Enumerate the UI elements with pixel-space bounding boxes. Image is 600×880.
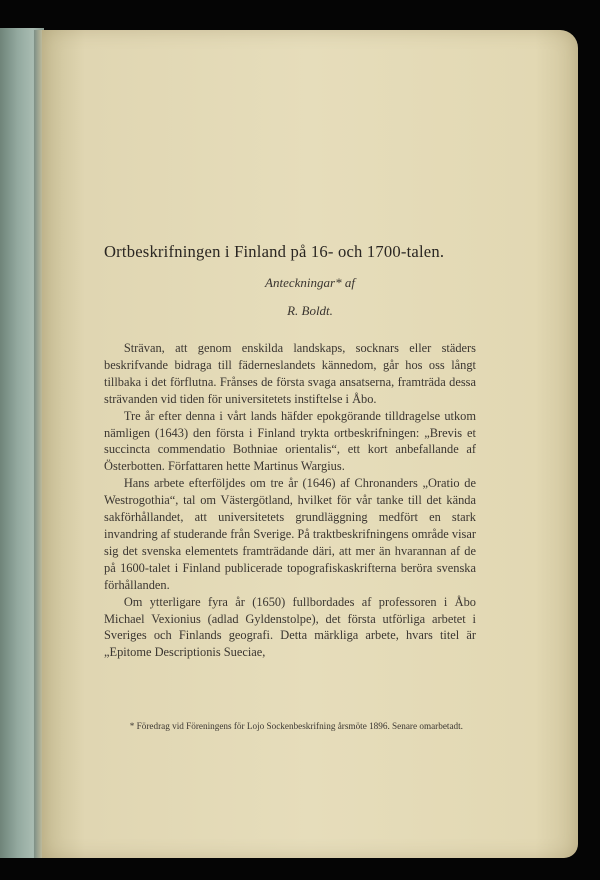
author: R. Boldt.	[287, 303, 333, 318]
footnote-text: * Föredrag vid Föreningens för Lojo Sockenbeskrifning årsmöte 1896. Senare omarbetadt.	[129, 721, 463, 731]
footnote	[104, 720, 476, 733]
subtitle: Anteckningar* af	[265, 275, 355, 290]
body-text	[104, 340, 476, 661]
page-title: Ortbeskrifningen i Finland på 16- och 1700-talen.	[104, 242, 445, 261]
paragraph: Hans arbete efterföljdes om tre år (1646) af Chronanders „Oratio de Westrogothia“, tal om Västergötland, hvilket för vår tanke till det kända sakförhållandet, att universitetets grundläggning medfört en stark invandring af studerande från Sverige. På traktbeskrifningens område visar sig det svenska elementets framträdande däri, att mer än hvarannan af de på 1600-talet i Finland publicerade topografiskaskrifterna beröra svenska förhållanden.	[104, 476, 476, 592]
book-page	[42, 30, 578, 858]
paragraph: Om ytterligare fyra år (1650) fullbordades af professoren i Åbo Michael Vexionius (adlad Gyldenstolpe), det första utförliga arbetet i Sveriges och Finlands geografi. Detta märkliga arbete, hvars titel är „Epitome Descriptionis Sueciae,	[104, 594, 476, 660]
paragraph: Strävan, att genom enskilda landskaps, socknars eller städers beskrifvande bidraga till fäderneslandets kännedom, går hos oss långt tillbaka i det förflutna. Frånses de första svaga ansatserna, framträda dessa strävanden vid tiden för universitetets instiftelse i Åbo.	[104, 341, 476, 406]
paragraph: Tre år efter denna i vårt lands häfder epokgörande tilldragelse utkom nämligen (1643) den första i Finland trykta ortbeskrifningen: „Brevis et succincta commendatio Bothniae orientalis“, ett kort anbefallande af Österbotten. Författaren hette Martinus Wargius.	[104, 408, 476, 474]
